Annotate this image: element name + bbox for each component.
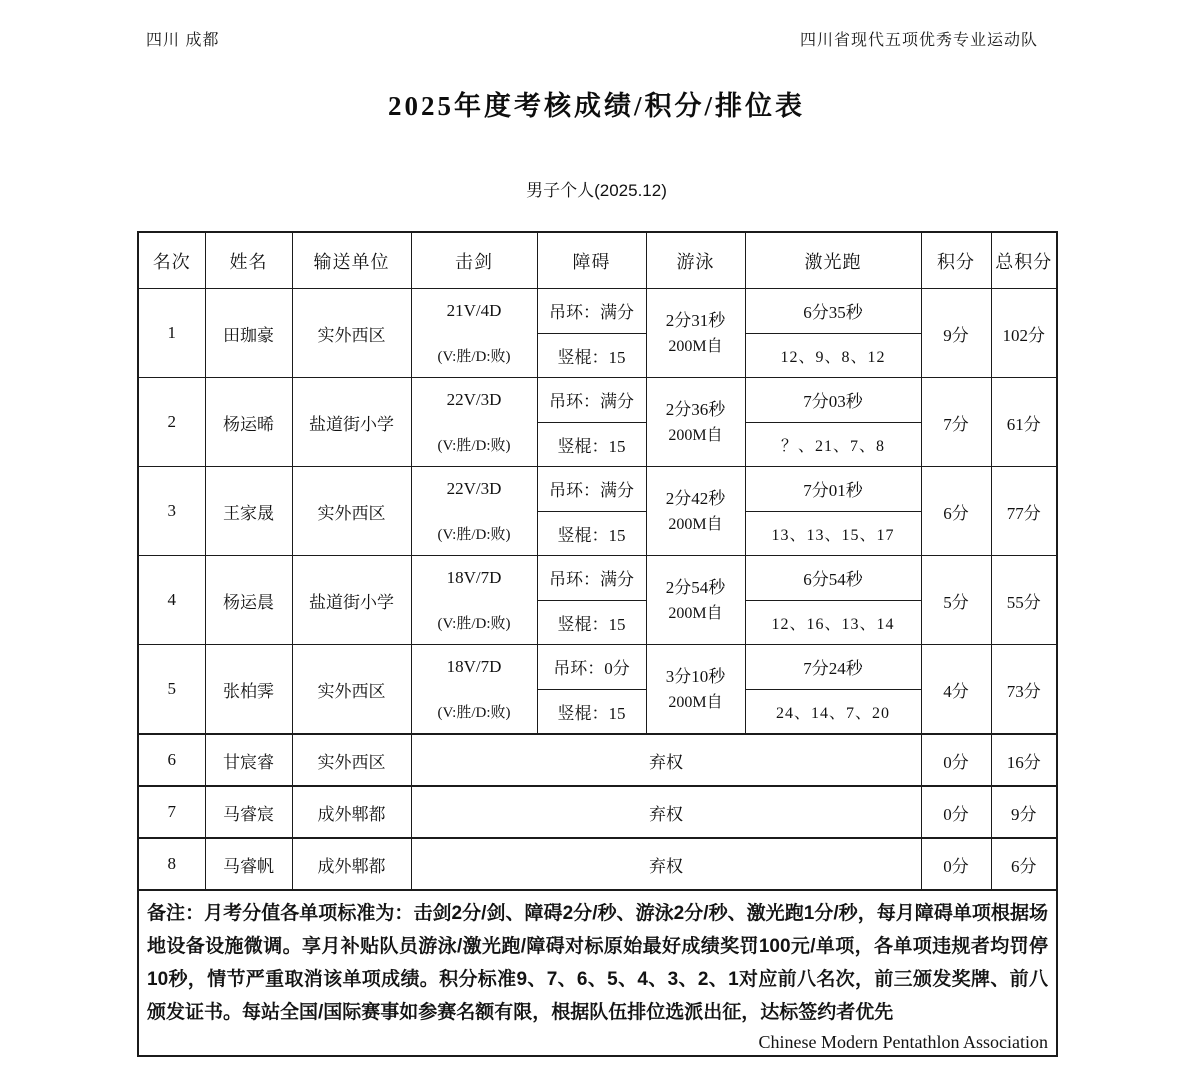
forfeit-status-cell: 弃权	[411, 786, 921, 838]
obstacle-cell	[537, 645, 646, 735]
swimming-cell	[646, 556, 745, 645]
swim-event: 200M自	[668, 337, 723, 355]
rank-cell: 7	[138, 786, 205, 838]
name-cell: 马睿宸	[205, 786, 292, 838]
table-row	[138, 467, 1057, 556]
total-points-cell: 9分	[991, 786, 1057, 838]
total-points-cell: 73分	[991, 645, 1057, 735]
unit-cell: 成外郫都	[292, 838, 411, 890]
forfeit-status-cell: 弃权	[411, 838, 921, 890]
column-header-rank: 名次	[138, 232, 205, 289]
name-cell: 王家晟	[205, 467, 292, 556]
name-cell: 马睿帆	[205, 838, 292, 890]
fencing-cell	[411, 645, 537, 735]
column-header-laser-run: 激光跑	[745, 232, 921, 289]
laser-run-cell	[745, 378, 921, 467]
table-row	[138, 645, 1057, 735]
table-row	[138, 734, 1057, 786]
laser-run-splits: 12、9、8、12	[780, 348, 886, 366]
fencing-legend: (V:胜/D:败)	[437, 615, 511, 632]
swim-event: 200M自	[668, 693, 723, 711]
table-row	[138, 786, 1057, 838]
unit-cell: 实外西区	[292, 467, 411, 556]
remarks-row	[138, 890, 1057, 1056]
name-cell: 杨运晨	[205, 556, 292, 645]
fencing-result: 18V/7D	[446, 568, 502, 587]
obstacle-rings: 吊环：满分	[538, 556, 646, 601]
obstacle-rings: 吊环：满分	[538, 289, 646, 334]
swim-event: 200M自	[668, 426, 723, 444]
name-cell: 张柏霁	[205, 645, 292, 735]
obstacle-pole: 竖棍：15	[557, 614, 626, 634]
unit-cell: 实外西区	[292, 645, 411, 735]
obstacle-pole: 竖棍：15	[557, 703, 626, 723]
rank-cell: 8	[138, 838, 205, 890]
laser-run-time: 6分54秒	[746, 556, 921, 601]
page-title: 2025年度考核成绩/积分/排位表	[387, 91, 805, 121]
header-team-name: 四川省现代五项优秀专业运动队	[799, 32, 1038, 49]
obstacle-cell	[537, 556, 646, 645]
fencing-legend: (V:胜/D:败)	[437, 526, 511, 543]
laser-run-cell	[745, 289, 921, 378]
unit-cell: 盐道街小学	[292, 556, 411, 645]
points-cell: 0分	[921, 786, 991, 838]
page-subtitle: 男子个人(2025.12)	[526, 181, 667, 200]
total-points-cell: 61分	[991, 378, 1057, 467]
fencing-legend: (V:胜/D:败)	[437, 437, 511, 454]
swim-time: 2分42秒	[665, 488, 726, 508]
column-header-total-points: 总积分	[991, 232, 1057, 289]
laser-run-time: 7分01秒	[746, 467, 921, 512]
rank-cell: 2	[138, 378, 205, 467]
forfeit-status-cell: 弃权	[411, 734, 921, 786]
laser-run-cell	[745, 467, 921, 556]
obstacle-rings: 吊环：满分	[538, 378, 646, 423]
obstacle-rings: 吊环：0分	[538, 645, 646, 690]
table-header-row	[138, 232, 1057, 289]
laser-run-splits: 24、14、7、20	[775, 704, 890, 722]
points-cell: 6分	[921, 467, 991, 556]
rank-cell: 5	[138, 645, 205, 735]
fencing-cell	[411, 378, 537, 467]
laser-run-time: 7分03秒	[746, 378, 921, 423]
total-points-cell: 55分	[991, 556, 1057, 645]
fencing-legend: (V:胜/D:败)	[437, 704, 511, 721]
fencing-result: 22V/3D	[446, 479, 502, 498]
column-header-swimming: 游泳	[646, 232, 745, 289]
laser-run-time: 7分24秒	[746, 645, 921, 690]
points-cell: 7分	[921, 378, 991, 467]
swimming-cell	[646, 645, 745, 735]
points-cell: 5分	[921, 556, 991, 645]
remarks-text: 备注：月考分值各单项标准为：击剑2分/剑、障碍2分/秒、游泳2分/秒、激光跑1分/秒，每月障碍单项根据场地设备设施微调。享月补贴队员游泳/激光跑/障碍对标原始最好成绩奖罚100元/单项，各单项违规者均罚停10秒，情节严重取消该单项成绩。积分标准9、7、6、5、4、3、2、1对应前八名次，前三颁发奖牌、前八颁发证书。每站全国/国际赛事如参赛名额有限，根据队伍排位选派出征，达标签约者优先	[147, 903, 1048, 1023]
points-cell: 0分	[921, 838, 991, 890]
fencing-result: 22V/3D	[446, 390, 502, 409]
obstacle-cell	[537, 289, 646, 378]
rank-cell: 3	[138, 467, 205, 556]
column-header-points: 积分	[921, 232, 991, 289]
swim-time: 2分36秒	[665, 399, 726, 419]
name-cell: 杨运晞	[205, 378, 292, 467]
column-header-fencing: 击剑	[411, 232, 537, 289]
obstacle-rings: 吊环：满分	[538, 467, 646, 512]
swim-event: 200M自	[668, 515, 723, 533]
fencing-cell	[411, 556, 537, 645]
laser-run-cell	[745, 645, 921, 735]
swim-time: 2分31秒	[665, 310, 726, 330]
laser-run-splits: 13、13、15、17	[771, 526, 895, 544]
rank-cell: 1	[138, 289, 205, 378]
swim-event: 200M自	[668, 604, 723, 622]
rank-cell: 6	[138, 734, 205, 786]
total-points-cell: 77分	[991, 467, 1057, 556]
obstacle-pole: 竖棍：15	[557, 525, 626, 545]
fencing-result: 18V/7D	[446, 657, 502, 676]
unit-cell: 实外西区	[292, 289, 411, 378]
fencing-legend: (V:胜/D:败)	[437, 348, 511, 365]
rank-cell: 4	[138, 556, 205, 645]
swimming-cell	[646, 289, 745, 378]
laser-run-cell	[745, 556, 921, 645]
ranking-table	[137, 231, 1058, 1057]
fencing-cell	[411, 467, 537, 556]
column-header-name: 姓名	[205, 232, 292, 289]
unit-cell: 成外郫都	[292, 786, 411, 838]
obstacle-pole: 竖棍：15	[557, 436, 626, 456]
table-row	[138, 378, 1057, 467]
swim-time: 2分54秒	[665, 577, 726, 597]
remarks-cell	[138, 890, 1057, 1056]
table-row	[138, 289, 1057, 378]
column-header-unit: 输送单位	[292, 232, 411, 289]
points-cell: 0分	[921, 734, 991, 786]
swim-time: 3分10秒	[665, 666, 726, 686]
name-cell: 甘宸睿	[205, 734, 292, 786]
points-cell: 4分	[921, 645, 991, 735]
header-location: 四川 成都	[146, 32, 220, 49]
association-name: Chinese Modern Pentathlon Association	[758, 1032, 1048, 1052]
obstacle-cell	[537, 378, 646, 467]
laser-run-splits: ？、21、7、8	[780, 437, 885, 455]
table-row	[138, 838, 1057, 890]
table-row	[138, 556, 1057, 645]
fencing-cell	[411, 289, 537, 378]
obstacle-pole: 竖棍：15	[557, 347, 626, 367]
swimming-cell	[646, 378, 745, 467]
swimming-cell	[646, 467, 745, 556]
total-points-cell: 6分	[991, 838, 1057, 890]
total-points-cell: 16分	[991, 734, 1057, 786]
laser-run-splits: 12、16、13、14	[771, 615, 895, 633]
column-header-obstacle: 障碍	[537, 232, 646, 289]
unit-cell: 盐道街小学	[292, 378, 411, 467]
laser-run-time: 6分35秒	[746, 289, 921, 334]
obstacle-cell	[537, 467, 646, 556]
unit-cell: 实外西区	[292, 734, 411, 786]
fencing-result: 21V/4D	[446, 301, 502, 320]
name-cell: 田珈豪	[205, 289, 292, 378]
total-points-cell: 102分	[991, 289, 1057, 378]
points-cell: 9分	[921, 289, 991, 378]
